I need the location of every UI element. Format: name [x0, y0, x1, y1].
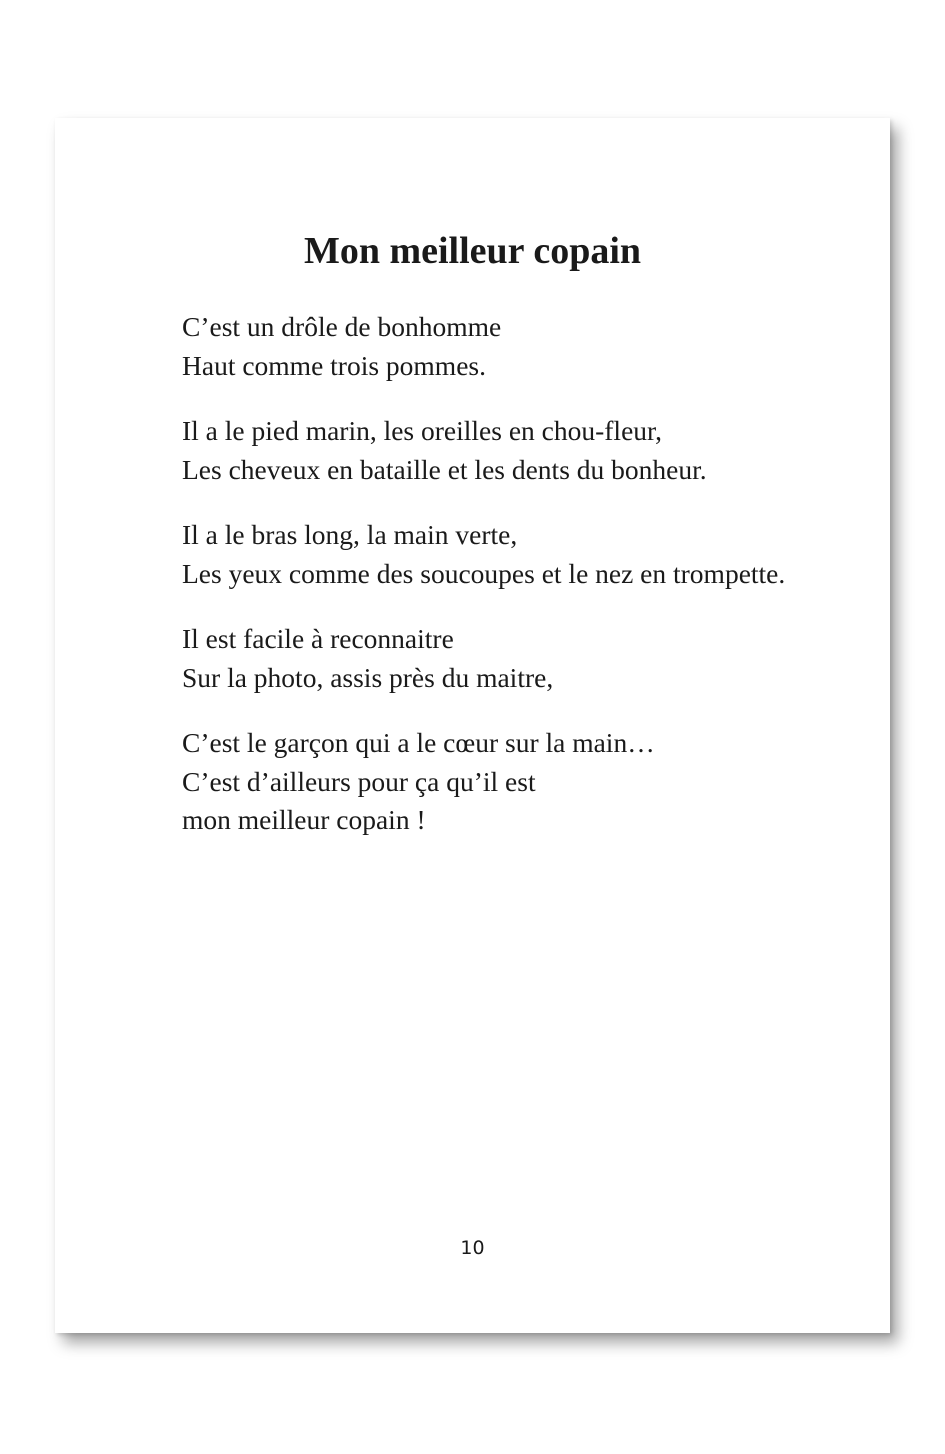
- poem-body: [182, 308, 872, 867]
- poem-line: Haut comme trois pommes.: [182, 349, 486, 381]
- stanza-1: [182, 308, 872, 385]
- poem-line: C’est un drôle de bonhomme: [182, 311, 502, 342]
- stanza-2: [182, 412, 872, 489]
- book-page: [55, 118, 890, 1333]
- poem-line: Il est facile à reconnaitre: [182, 623, 454, 654]
- stanza-3: [182, 516, 872, 593]
- stanza-4: [182, 620, 872, 697]
- poem-line: Les cheveux en bataille et les dents du bonheur.: [182, 453, 707, 485]
- poem-line: Sur la photo, assis près du maitre,: [182, 661, 554, 693]
- poem-line: Les yeux comme des soucoupes et le nez en trompette.: [182, 557, 786, 589]
- poem-title: Mon meilleur copain: [303, 230, 642, 272]
- poem-line: Il a le bras long, la main verte,: [182, 519, 518, 550]
- page-number: 10: [460, 1237, 485, 1259]
- poem-line: C’est le garçon qui a le cœur sur la main…: [182, 727, 655, 758]
- poem-line: C’est d’ailleurs pour ça qu’il est: [182, 765, 536, 797]
- stanza-5: [182, 724, 872, 840]
- poem-line: mon meilleur copain !: [182, 804, 426, 835]
- poem-line: Il a le pied marin, les oreilles en chou-fleur,: [182, 415, 662, 446]
